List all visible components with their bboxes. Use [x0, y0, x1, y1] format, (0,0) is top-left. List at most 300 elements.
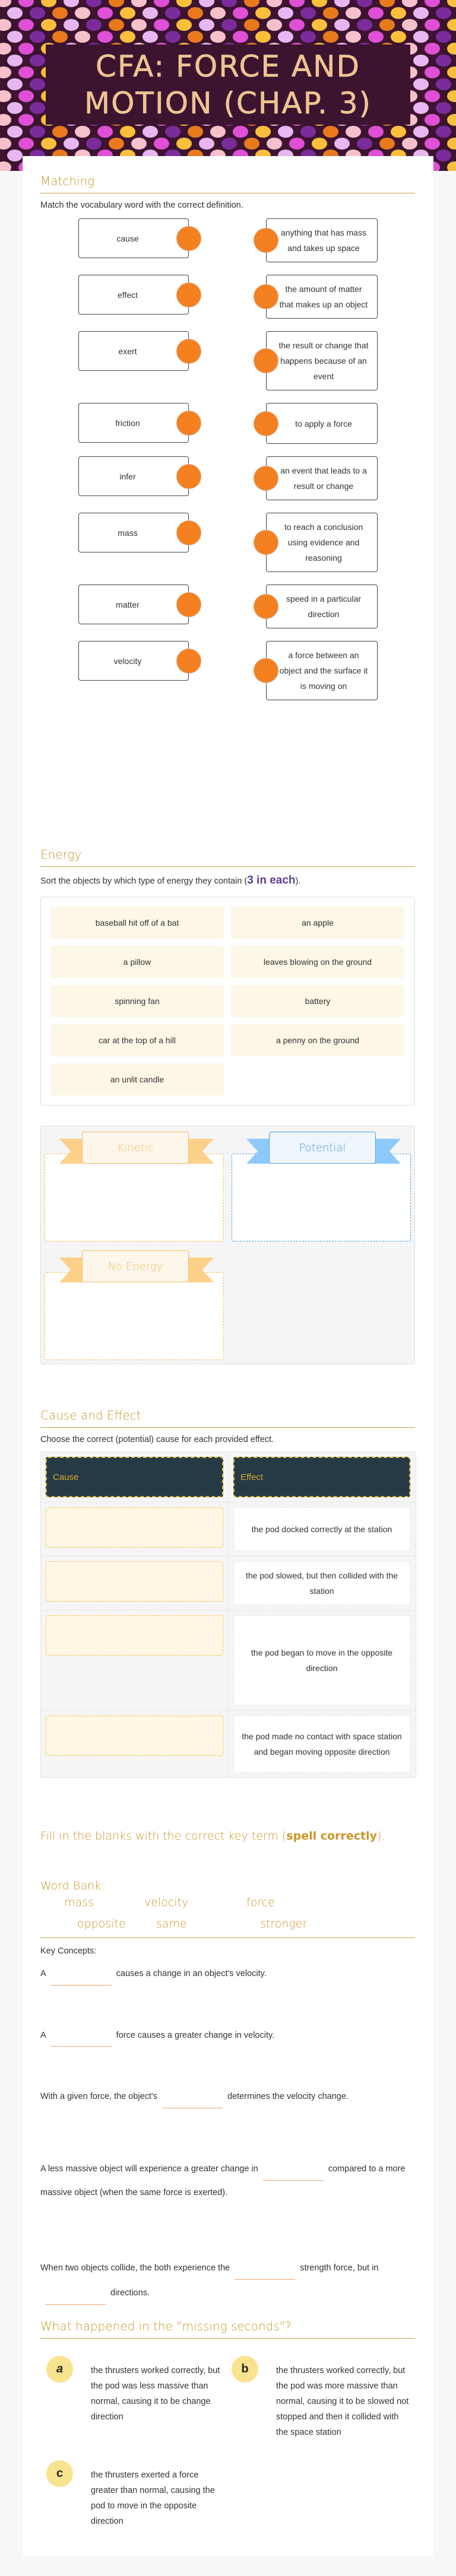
title-emphasis: spell correctly — [286, 1829, 377, 1843]
banner-dot — [334, 0, 350, 7]
match-term: infer — [119, 471, 136, 481]
banner-dot — [41, 19, 56, 31]
connector-handle[interactable] — [254, 658, 278, 683]
banner-dot — [447, 90, 456, 102]
table-row — [41, 1503, 416, 1557]
sentence-3 — [40, 2085, 415, 2108]
banner-dot — [425, 19, 440, 31]
match-row — [40, 585, 415, 628]
blank-input[interactable] — [263, 2167, 324, 2181]
section-title: Matching — [40, 174, 415, 193]
banner-dot — [436, 55, 451, 66]
match-row — [40, 641, 415, 700]
connector-handle[interactable] — [254, 228, 278, 253]
header-banner — [0, 0, 456, 171]
sort-item[interactable]: an apple — [231, 907, 404, 939]
banner-dot — [289, 0, 305, 7]
banner-dot — [18, 19, 34, 31]
banner-dot — [75, 7, 90, 19]
banner-dot — [210, 31, 226, 43]
connector-handle[interactable] — [176, 592, 201, 617]
effect-text: the pod slowed, but then collided with the station — [233, 1561, 410, 1605]
banner-dot — [233, 31, 248, 43]
banner-dot — [436, 150, 451, 161]
banner-dot — [436, 78, 451, 90]
banner-dot — [413, 102, 429, 114]
banner-dot — [244, 19, 259, 31]
banner-dot — [41, 0, 56, 7]
blank-input[interactable] — [235, 2266, 295, 2280]
match-definition-card[interactable] — [266, 218, 378, 262]
section-title: Energy — [40, 847, 415, 867]
banner-dot — [447, 0, 456, 7]
banner-dot — [391, 126, 406, 138]
effect-text: the pod docked correctly at the station — [233, 1507, 410, 1551]
cause-dropzone[interactable] — [46, 1507, 223, 1548]
banner-dot — [165, 7, 180, 19]
banner-dot — [0, 19, 11, 31]
category-label: Kinetic — [82, 1132, 189, 1164]
banner-dot — [425, 114, 440, 126]
table-row — [41, 1611, 416, 1711]
banner-dot — [312, 19, 327, 31]
banner-dot — [278, 7, 293, 19]
banner-dot — [165, 126, 180, 138]
banner-dot — [300, 31, 316, 43]
banner-dot — [221, 19, 237, 31]
banner-dot — [334, 19, 350, 31]
table-row — [41, 1711, 416, 1777]
word-bank-word: opposite — [77, 1917, 126, 1930]
category-no-energy-dropzone[interactable] — [45, 1260, 224, 1360]
sentence-text: A less massive object will experience a greater change in — [40, 2164, 258, 2174]
match-definition: to reach a conclusion using evidence and reasoning — [284, 522, 363, 563]
banner-dot — [413, 126, 429, 138]
match-definition-card[interactable] — [266, 585, 378, 628]
connector-handle[interactable] — [254, 530, 278, 555]
banner-dot — [7, 126, 23, 138]
banner-dot — [18, 90, 34, 102]
banner-dot — [357, 0, 372, 7]
banner-dot — [346, 126, 361, 138]
banner-dot — [142, 31, 158, 43]
category-potential-dropzone[interactable] — [232, 1141, 411, 1241]
banner-dot — [323, 7, 338, 19]
banner-dot — [131, 0, 147, 7]
word-bank-label: Word Bank: — [40, 1879, 105, 1892]
banner-dot — [41, 138, 56, 150]
cause-effect-section — [40, 1408, 415, 1778]
sentence-text: A — [40, 2030, 46, 2040]
sort-items-pool — [40, 897, 415, 1106]
option-text: the thrusters worked correctly, but the pod was more massive than normal, causing it to be slowed not stopped and then it collided with the space station — [276, 2366, 409, 2437]
banner-dot — [346, 31, 361, 43]
sentence-4 — [40, 2157, 415, 2205]
banner-dot — [357, 138, 372, 150]
connector-handle[interactable] — [176, 649, 201, 674]
banner-dot — [176, 138, 192, 150]
connector-handle[interactable] — [254, 284, 278, 309]
banner-dot — [75, 126, 90, 138]
sort-item[interactable]: a penny on the ground — [231, 1024, 404, 1056]
match-term-card[interactable] — [78, 513, 189, 552]
banner-dot — [323, 126, 338, 138]
cause-dropzone[interactable] — [46, 1716, 223, 1756]
banner-dot — [120, 31, 135, 43]
banner-dot — [199, 0, 214, 7]
sort-item[interactable]: an unlit candle — [50, 1063, 224, 1095]
banner-dot — [312, 138, 327, 150]
cause-effect-instruction: Choose the correct (potential) cause for each provided effect. — [40, 1435, 274, 1444]
banner-dot — [210, 126, 226, 138]
banner-dot — [244, 0, 259, 7]
sentence-text: With a given force, the object's — [40, 2092, 158, 2101]
match-definition-card[interactable] — [266, 456, 378, 500]
option-a[interactable] — [46, 2363, 224, 2425]
banner-dot — [300, 7, 316, 19]
banner-dot — [379, 138, 395, 150]
banner-dot — [436, 102, 451, 114]
banner-dot — [255, 7, 271, 19]
energy-instruction — [40, 874, 415, 887]
match-row — [40, 331, 415, 390]
banner-dot — [425, 138, 440, 150]
banner-dot — [278, 31, 293, 43]
banner-dot — [289, 138, 305, 150]
banner-dot — [30, 31, 45, 43]
instruction-emphasis: 3 in each — [247, 874, 296, 887]
cause-dropzone[interactable] — [46, 1615, 223, 1656]
banner-dot — [7, 55, 23, 66]
matching-section — [40, 174, 415, 713]
banner-dot — [18, 0, 34, 7]
sentence-text: force causes a greater change in velocity. — [116, 2030, 275, 2040]
banner-dot — [188, 31, 203, 43]
match-definition: the amount of matter that makes up an object — [279, 284, 368, 309]
banner-dot — [413, 78, 429, 90]
missing-seconds-section — [40, 2319, 415, 2556]
banner-dot — [368, 126, 384, 138]
banner-dot — [0, 138, 11, 150]
banner-dot — [199, 138, 214, 150]
banner-dot — [0, 90, 11, 102]
match-term: cause — [116, 233, 139, 243]
match-term: effect — [118, 290, 138, 300]
category-ribbon — [59, 1250, 214, 1282]
banner-dot — [413, 7, 429, 19]
match-definition-card[interactable] — [266, 331, 378, 390]
connector-handle[interactable] — [176, 411, 201, 436]
match-definition: an event that leads to a result or change — [280, 466, 367, 491]
word-bank-word: same — [156, 1917, 187, 1930]
title-box — [46, 45, 410, 125]
banner-dot — [210, 7, 226, 19]
banner-dot — [30, 78, 45, 90]
match-term-card[interactable] — [78, 585, 189, 624]
banner-dot — [109, 138, 124, 150]
sentence-1 — [40, 1965, 415, 1986]
sentence-2 — [40, 2027, 415, 2047]
option-letter: b — [232, 2356, 258, 2383]
banner-dot — [267, 0, 282, 7]
banner-dot — [357, 19, 372, 31]
banner-dot — [52, 126, 68, 138]
banner-dot — [18, 43, 34, 55]
banner-dot — [221, 0, 237, 7]
category-kinetic-dropzone[interactable] — [45, 1141, 224, 1241]
match-term-card[interactable] — [78, 331, 189, 371]
category-ribbon — [59, 1132, 214, 1164]
sentence-text: determines the velocity change. — [227, 2092, 349, 2101]
match-term-card[interactable] — [78, 641, 189, 681]
header-cause: Cause — [46, 1457, 223, 1497]
match-term-card[interactable] — [78, 403, 189, 443]
banner-dot — [425, 90, 440, 102]
banner-dot — [368, 7, 384, 19]
header-effect: Effect — [233, 1457, 410, 1497]
banner-dot — [0, 114, 11, 126]
title-text: ). — [376, 1829, 385, 1843]
blank-input[interactable] — [51, 2033, 112, 2047]
word-bank — [40, 1892, 415, 1938]
section-title: What happened in the "missing seconds"? — [40, 2319, 415, 2339]
option-letter: a — [46, 2356, 73, 2383]
connector-handle[interactable] — [254, 594, 278, 619]
energy-section — [40, 847, 415, 1364]
banner-dot — [0, 0, 11, 7]
sort-item[interactable]: car at the top of a hill — [50, 1024, 224, 1056]
sort-item[interactable]: baseball hit off of a bat — [50, 907, 224, 939]
banner-dot — [30, 7, 45, 19]
banner-dot — [52, 7, 68, 19]
blank-input[interactable] — [45, 2291, 106, 2305]
match-term: matter — [116, 599, 140, 609]
option-text: the thrusters exerted a force greater than normal, causing the pod to move in the opposite direction — [91, 2470, 215, 2526]
fill-blanks-section — [40, 1828, 415, 2305]
cause-effect-table — [40, 1451, 416, 1778]
banner-dot — [86, 138, 102, 150]
banner-dot — [244, 138, 259, 150]
banner-dot — [142, 7, 158, 19]
page-title: CFA: FORCE AND MOTION (CHAP. 3) — [84, 49, 372, 120]
banner-dot — [64, 138, 79, 150]
connector-handle[interactable] — [254, 348, 278, 373]
banner-dot — [391, 31, 406, 43]
match-definition: to apply a force — [295, 418, 352, 428]
match-term-card[interactable] — [78, 218, 189, 258]
banner-dot — [7, 150, 23, 161]
banner-dot — [379, 19, 395, 31]
banner-dot — [447, 66, 456, 78]
banner-dot — [30, 126, 45, 138]
option-text: the thrusters worked correctly, but the pod was less massive than normal, causing it to be change direction — [91, 2366, 220, 2422]
option-c[interactable] — [46, 2467, 224, 2529]
category-ribbon — [246, 1132, 401, 1164]
banner-dot — [436, 126, 451, 138]
banner-dot — [109, 19, 124, 31]
sentence-text: A — [40, 1969, 46, 1978]
match-row — [40, 403, 415, 444]
instruction-text: Sort the objects by which type of energy they contain ( — [40, 876, 248, 886]
cause-dropzone[interactable] — [46, 1561, 223, 1602]
fill-title — [40, 1828, 415, 1844]
blank-input[interactable] — [51, 1972, 112, 1986]
connector-handle[interactable] — [176, 282, 201, 307]
banner-dot — [86, 19, 102, 31]
banner-dot — [413, 31, 429, 43]
match-term-card[interactable] — [78, 275, 189, 315]
banner-dot — [142, 126, 158, 138]
banner-dot — [97, 7, 113, 19]
banner-dot — [30, 102, 45, 114]
sentence-5 — [40, 2256, 415, 2305]
match-term: velocity — [113, 656, 142, 666]
table-header-row — [41, 1452, 416, 1503]
connector-handle[interactable] — [176, 464, 201, 489]
banner-dot — [312, 0, 327, 7]
sort-item[interactable]: spinning fan — [50, 985, 224, 1017]
banner-dot — [176, 0, 192, 7]
match-definition: speed in a particular direction — [286, 594, 362, 619]
instruction-text: ). — [295, 876, 301, 886]
banner-dot — [289, 19, 305, 31]
match-term: exert — [118, 346, 137, 356]
banner-dot — [154, 19, 169, 31]
banner-dot — [447, 161, 456, 171]
match-term: friction — [115, 418, 140, 428]
banner-dot — [402, 19, 417, 31]
banner-dot — [75, 31, 90, 43]
banner-dot — [18, 114, 34, 126]
word-bank-word: force — [246, 1896, 275, 1909]
banner-dot — [334, 138, 350, 150]
banner-dot — [188, 7, 203, 19]
banner-dot — [131, 19, 147, 31]
match-definition-card[interactable] — [266, 513, 378, 572]
banner-dot — [402, 0, 417, 7]
banner-dot — [447, 114, 456, 126]
effect-text: the pod began to move in the opposite direction — [233, 1615, 410, 1705]
banner-dot — [447, 43, 456, 55]
banner-dot — [425, 43, 440, 55]
banner-dot — [425, 0, 440, 7]
banner-dot — [391, 7, 406, 19]
banner-dot — [120, 126, 135, 138]
match-row — [40, 456, 415, 500]
banner-dot — [18, 66, 34, 78]
banner-dot — [7, 7, 23, 19]
match-row — [40, 218, 415, 262]
banner-dot — [447, 138, 456, 150]
banner-dot — [323, 31, 338, 43]
category-area — [40, 1126, 415, 1364]
banner-dot — [64, 0, 79, 7]
blank-input[interactable] — [162, 2095, 223, 2108]
matching-rows — [40, 218, 415, 700]
banner-dot — [233, 7, 248, 19]
sort-item[interactable]: battery — [231, 985, 404, 1017]
banner-dot — [120, 7, 135, 19]
banner-dot — [154, 138, 169, 150]
word-bank-word: velocity — [144, 1896, 189, 1909]
match-definition-card[interactable] — [266, 641, 378, 700]
banner-dot — [267, 138, 282, 150]
worksheet-card — [23, 156, 433, 2556]
match-definition: the result or change that happens because of an event — [278, 341, 369, 381]
sort-item[interactable]: leaves blowing on the ground — [231, 946, 404, 978]
banner-dot — [300, 126, 316, 138]
match-term-card[interactable] — [78, 456, 189, 496]
banner-dot — [233, 126, 248, 138]
category-label: No Energy — [82, 1250, 189, 1282]
banner-dot — [425, 66, 440, 78]
banner-dot — [188, 126, 203, 138]
banner-dot — [97, 31, 113, 43]
banner-dot — [109, 0, 124, 7]
banner-dot — [131, 138, 147, 150]
banner-dot — [64, 19, 79, 31]
sentence-text: strength force, but in — [300, 2263, 379, 2273]
option-b[interactable] — [232, 2363, 410, 2440]
banner-dot — [447, 19, 456, 31]
banner-dot — [379, 0, 395, 7]
banner-dot — [7, 31, 23, 43]
banner-dot — [165, 31, 180, 43]
match-definition-card[interactable] — [266, 403, 378, 444]
connector-handle[interactable] — [254, 466, 278, 491]
connector-handle[interactable] — [176, 339, 201, 364]
connector-handle[interactable] — [254, 411, 278, 436]
banner-dot — [86, 0, 102, 7]
connector-handle[interactable] — [176, 226, 201, 251]
match-row — [40, 513, 415, 572]
banner-dot — [30, 55, 45, 66]
match-definition: anything that has mass and takes up space — [281, 228, 366, 253]
sentence-text: directions. — [110, 2288, 150, 2298]
title-text: Fill in the blanks with the correct key term ( — [40, 1829, 287, 1843]
sort-item[interactable]: a pillow — [50, 946, 224, 978]
sentence-text: When two objects collide, the both experience the — [40, 2263, 230, 2273]
banner-dot — [199, 19, 214, 31]
banner-dot — [176, 19, 192, 31]
sentence-text: causes a change in an object's velocity. — [116, 1969, 267, 1978]
banner-dot — [267, 19, 282, 31]
banner-dot — [0, 161, 11, 171]
sentence-text: compared to a more massive object (when the same force is exerted). — [40, 2164, 406, 2197]
banner-dot — [18, 138, 34, 150]
banner-dot — [7, 102, 23, 114]
section-title: Cause and Effect — [40, 1408, 415, 1428]
banner-dot — [368, 31, 384, 43]
connector-handle[interactable] — [176, 520, 201, 545]
match-term: mass — [118, 528, 138, 538]
match-definition-card[interactable] — [266, 275, 378, 319]
banner-dot — [97, 126, 113, 138]
banner-dot — [402, 138, 417, 150]
effect-text: the pod made no contact with space station and began moving opposite direction — [233, 1716, 410, 1773]
banner-dot — [154, 0, 169, 7]
banner-dot — [436, 7, 451, 19]
match-row — [40, 275, 415, 319]
table-row — [41, 1557, 416, 1611]
matching-instruction: Match the vocabulary word with the correct definition. — [40, 201, 243, 210]
key-concepts-label: Key Concepts: — [40, 1946, 97, 1956]
banner-dot — [221, 138, 237, 150]
banner-dot — [52, 31, 68, 43]
match-definition: a force between an object and the surface it is moving on — [279, 650, 368, 691]
word-bank-word: mass — [64, 1896, 94, 1909]
category-label: Potential — [269, 1132, 376, 1164]
